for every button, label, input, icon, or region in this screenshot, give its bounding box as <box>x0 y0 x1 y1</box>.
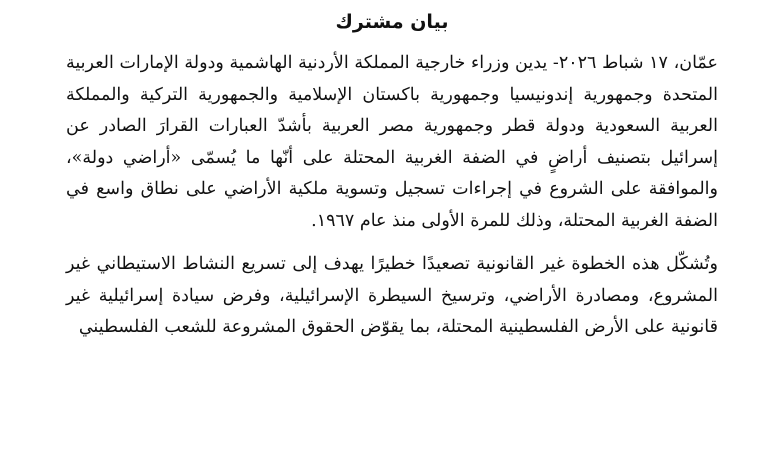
paragraph-2: وتُشكّل هذه الخطوة غير القانونية تصعيدًا خطيرًا يهدف إلى تسريع النشاط الاستيطاني غير المشروع، ومصادرة الأراضي، وترسيخ السيطرة الإسرائيلية، وفرض سيادة إسرائيلية غير قانونية على الأرض الفلسطينية المحتلة، بما يقوّض الحقوق المشروعة للشعب الفلسطيني <box>66 254 718 337</box>
paragraph-1: عمّان، ١٧ شباط ٢٠٢٦- يدين وزراء خارجية المملكة الأردنية الهاشمية ودولة الإمارات العربية المتحدة وجمهورية إندونيسيا وجمهورية باكستان الإسلامية والجمهورية التركية والمملكة العربية السعودية ودولة قطر وجمهورية مصر العربية بأشدّ العبارات القرارَ الصادر عن إسرائيل بتصنيف أراضٍ في الضفة الغربية المحتلة على أنّها ما يُسمّى «أراضي دولة»، والموافقة على الشروع في إجراءات تسجيل وتسوية ملكية الأراضي على نطاق واسع في الضفة الغربية المحتلة، وذلك للمرة الأولى منذ عام ١٩٦٧. <box>66 53 718 231</box>
document-title: بيان مشترك <box>335 11 449 33</box>
